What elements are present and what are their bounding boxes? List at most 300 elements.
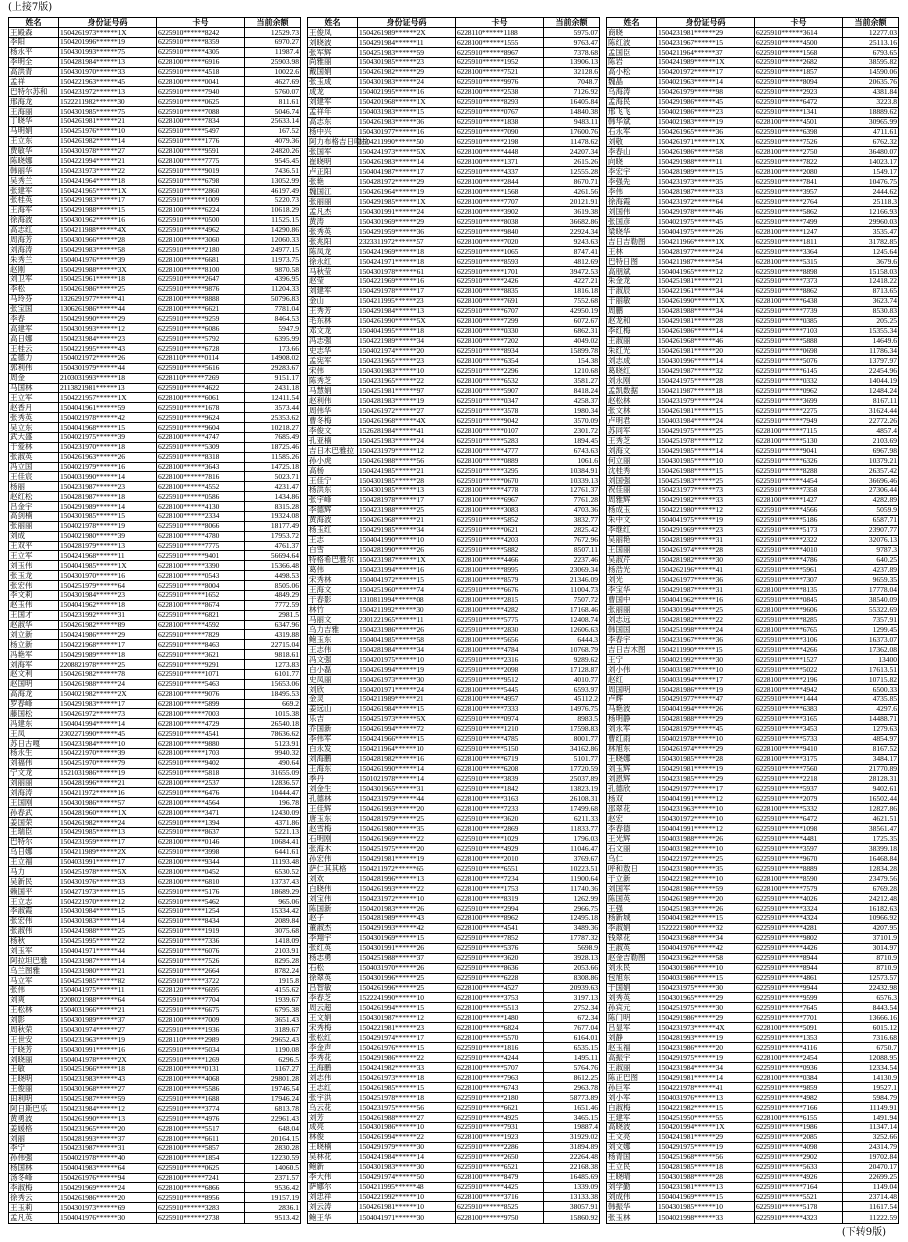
card-number-cell: 6225910******9401 [157,551,245,561]
table-row [308,834,600,844]
name-cell: 邓文龙 [308,326,358,336]
id-number-cell: 1504231965******23 [358,356,456,366]
balance-cell: 10339.13 [544,475,600,485]
table-row [308,1003,600,1013]
name-cell: 王秀芳 [308,306,358,316]
card-number-cell: 6225910******0845 [755,595,843,605]
name-cell: 乐吉 [308,714,358,724]
table-row [9,877,301,887]
id-number-cell: 1521031986******19 [59,768,157,778]
card-number-cell: 6225910******5521 [755,1192,843,1202]
name-cell: 王凤 [9,729,59,739]
table-row [308,764,600,774]
balance-cell: 648.04 [245,1124,301,1134]
table-row [308,406,600,416]
balance-cell: 26108.31 [544,794,600,804]
name-cell: 王佳宸 [9,472,59,482]
balance-cell: 1816.18 [544,286,600,296]
balance-cell: 5123.91 [245,739,301,749]
balance-cell: 5101.77 [544,754,600,764]
balance-cell: 12166.93 [843,207,899,217]
card-number-cell: 6228100******4778 [456,485,544,495]
card-number-cell: 6228100******5899 [157,699,245,709]
balance-cell: 12555.28 [544,167,600,177]
balance-cell: 8710.9 [843,953,899,963]
name-cell: 林竹 [308,605,358,615]
card-number-cell: 6228100******5586 [157,1084,245,1094]
name-cell: 毛东林 [308,316,358,326]
table-row [607,555,899,565]
name-cell: 吴淑芹 [607,555,657,565]
id-number-cell: 1504261993******20 [358,804,456,814]
balance-cell: 17168.46 [544,605,600,615]
balance-cell: 27306.44 [843,485,899,495]
balance-cell: 2966.75 [544,903,600,913]
id-number-cell: 1504211992******30 [358,605,456,615]
id-number-cell: 1504281979******45 [657,724,755,734]
name-cell: 吴新民 [9,877,59,887]
id-number-cell: 1504291984******13 [358,306,456,316]
table-row [607,495,899,505]
name-cell: 朱金龙 [607,276,657,286]
id-number-cell: 1504281988******29 [657,714,755,724]
name-cell: 马明娟 [9,126,59,136]
id-number-cell: 1504281984******13 [59,57,157,67]
balance-cell: 2053.66 [544,963,600,973]
name-cell: 王俊凤 [308,28,358,38]
name-cell: 孟凡英 [9,1213,59,1224]
table-row [9,1163,301,1173]
balance-cell: 9818.61 [245,650,301,660]
balance-cell: 3619.38 [544,207,600,217]
balance-cell: 1061.6 [544,455,600,465]
card-number-cell: 6225910******2994 [456,903,544,913]
table-row [9,1124,301,1134]
name-cell: 韩华斌 [607,117,657,127]
balance-cell: 14725.18 [245,462,301,472]
balance-cell: 965.06 [245,897,301,907]
table-row [607,645,899,655]
card-number-cell: 6225910******6521 [456,1162,544,1172]
card-number-cell: 6228100******6916 [157,57,245,67]
balance-cell: 7781.04 [245,304,301,314]
id-number-cell: 1504291979******30 [358,1142,456,1152]
name-cell: 李春 [9,314,59,324]
balance-cell: 4371.86 [245,818,301,828]
id-number-cell: 1504281986******59 [657,883,755,893]
table-row [607,67,899,77]
table-row [607,953,899,963]
balance-cell: 205.25 [843,316,899,326]
id-number-cell: 1504261989******2X [358,28,456,38]
id-number-cell: 1504261988******27 [358,1112,456,1122]
balance-cell: 19746.54 [245,1084,301,1094]
name-cell: 白雪 [308,545,358,555]
card-number-cell: 6228100******5570 [456,1033,544,1043]
table-row [9,541,301,551]
card-number-cell: 6228100******9344 [157,857,245,867]
table-row [308,655,600,665]
table-row [607,973,899,983]
id-number-cell: 1504291988******15 [59,205,157,215]
balance-cell: 8001.77 [544,734,600,744]
balance-cell: 4231.47 [245,482,301,492]
id-number-cell: 1504201971******24 [358,684,456,694]
table-row [308,993,600,1003]
balance-cell: 5046.74 [245,107,301,117]
name-cell: 吴丽艳 [607,535,657,545]
table-row [308,1142,600,1152]
name-cell: 藤国松 [9,709,59,719]
name-cell: 王瑞臣 [9,827,59,837]
table-row [308,1122,600,1132]
id-number-cell: 1504251975******20 [358,844,456,854]
id-number-cell: 1504281982******16 [358,754,456,764]
balance-cell: 14840.38 [544,107,600,117]
table-row [308,475,600,485]
card-number-cell: 6228100******7521 [456,67,544,77]
card-number-cell: 6225910******4785 [456,734,544,744]
balance-cell: 16405.84 [544,97,600,107]
balance-cell: 3189.67 [245,1025,301,1035]
id-number-cell: 1504231987******23 [59,482,157,492]
table-row [9,887,301,897]
id-number-cell: 1504261963******26 [59,452,157,462]
balance-cell: 3465.15 [544,1112,600,1122]
name-cell: 赵淑华 [9,620,59,630]
balance-cell: 6072.67 [544,316,600,326]
card-number-cell: 6225910******9876 [157,284,245,294]
table-row [607,1063,899,1073]
name-cell: 刘光 [607,575,657,585]
balance-cell: 9870.58 [245,265,301,275]
id-number-cell: 1504281979******13 [59,541,157,551]
card-number-cell: 6225910******4926 [755,1172,843,1182]
balance-cell: 29801.28 [245,1074,301,1084]
card-number-cell: 6225910******7701 [755,1013,843,1023]
balance-cell: 154.38 [544,356,600,366]
balance-cell: 14130.9 [843,1073,899,1083]
card-number-cell: 6228100******2196 [755,674,843,684]
table-row [308,694,600,704]
name-cell: 马艳波 [607,704,657,714]
name-cell: 王文亮 [607,1132,657,1142]
id-number-cell: 1504251978******5X [59,867,157,877]
table-row [308,1063,600,1073]
id-number-cell: 1504301988******28 [657,1172,755,1182]
table-row [607,625,899,635]
name-cell: 刘海鹏 [308,754,358,764]
name-cell: 刘晓丽 [9,1055,59,1065]
roster-table-3 [606,17,899,1224]
balance-cell: 12277.03 [843,28,899,38]
name-cell: 刘立新 [9,630,59,640]
name-cell: 孔德欣 [607,784,657,794]
card-number-cell: 6228100******6866 [157,1183,245,1193]
id-number-cell: 1504201972******17 [657,67,755,77]
id-number-cell: 2208821978******25 [59,660,157,670]
id-number-cell: 1504041965******12 [657,266,755,276]
table-row [308,754,600,764]
card-number-cell: 6225910******4481 [755,834,843,844]
balance-cell: 38540.09 [843,595,899,605]
table-row [607,943,899,953]
id-number-cell: 1504291986******45 [657,97,755,107]
card-number-cell: 6228100******7234 [456,874,544,884]
balance-cell: 8167.52 [843,744,899,754]
id-number-header: 身份证号码 [59,18,157,28]
table-row [308,973,600,983]
card-number-cell: 6228100******6681 [157,255,245,265]
card-number-cell: 6225910******0625 [157,97,245,107]
name-cell: 金山 [308,296,358,306]
name-cell: 鲍王华 [308,1212,358,1224]
table-row [308,485,600,495]
card-number-cell: 6225910******7931 [456,1122,544,1132]
id-number-cell: 1504021972******26 [59,353,157,363]
balance-cell: 22454.96 [843,366,899,376]
id-number-cell: 1504262196******41 [657,565,755,575]
name-cell: 王海东 [308,764,358,774]
id-number-cell: 1504021983******19 [657,117,755,127]
name-cell: 卢辉 [607,694,657,704]
card-number-cell: 6228100******1371 [456,157,544,167]
id-number-cell: 1504261974******28 [657,545,755,555]
id-number-cell: 1504041972******15 [358,575,456,585]
id-number-cell: 1504281988******34 [657,306,755,316]
name-cell: 赵红 [607,674,657,684]
id-number-cell: 1504281993******37 [59,1134,157,1144]
name-cell: 刘永民 [607,963,657,973]
card-number-cell: 6225910******6472 [755,97,843,107]
card-number-cell: 6225910******9840 [456,227,544,237]
id-number-cell: 1504201994******1X [657,1122,755,1132]
id-number-cell: 1504031991******17 [59,857,157,867]
id-number-cell: 1504211987******54 [657,256,755,266]
balance-cell: 14590.06 [843,67,899,77]
id-number-cell: 1504251970******79 [59,758,157,768]
card-number-cell: 6225910******2085 [755,1132,843,1142]
card-number-cell: 6225910******0962 [755,386,843,396]
card-number-cell: 6228100******3643 [157,462,245,472]
name-cell: 李松 [9,284,59,294]
id-number-cell: 1504261968******4X [358,416,456,426]
card-number-cell: 6228100******0452 [157,867,245,877]
table-row [607,1182,899,1192]
card-number-cell: 6225910******8066 [157,521,245,531]
table-row [607,784,899,794]
table-row [9,126,301,136]
table-row [607,824,899,834]
balance-cell: 3535.47 [843,227,899,237]
balance-cell: 29283.67 [245,363,301,373]
card-number-cell: 6228100******4784 [456,645,544,655]
table-row [308,306,600,316]
name-cell: 张淑英 [9,452,59,462]
balance-cell: 25633.14 [245,116,301,126]
id-number-cell: 1504281989******15 [657,167,755,177]
table-row [308,1162,600,1172]
name-cell: 张宇峰 [308,495,358,505]
id-number-cell: 1504231981******29 [657,28,755,38]
name-cell: 李文莉 [9,590,59,600]
name-cell: 鲍玉东 [308,635,358,645]
table-row [607,296,899,306]
table-row [607,326,899,336]
name-cell: 李淑霞 [9,906,59,916]
balance-cell: 12834.28 [843,864,899,874]
table-row [607,1152,899,1162]
card-number-cell: 6225910******5309 [157,442,245,452]
id-number-cell: 1504261977******36 [657,575,755,585]
card-number-cell: 6228100******1854 [157,1153,245,1163]
id-number-cell: 1504291975******19 [657,1142,755,1152]
id-number-cell: 1504231987******1X [358,555,456,565]
balance-cell: 13052.99 [245,176,301,186]
table-row [607,167,899,177]
balance-cell: 1915.8 [245,976,301,986]
name-cell: 高建军 [9,324,59,334]
id-number-cell: 1504041985******58 [358,635,456,645]
name-cell: 刘丽丽 [9,778,59,788]
balance-cell: 22924.34 [544,227,600,237]
table-row [308,1112,600,1122]
balance-cell: 6967.98 [843,446,899,456]
id-number-cell: 1504041987******17 [358,167,456,177]
table-row [607,475,899,485]
name-cell: 宋伟 [308,366,358,376]
card-number-cell: 6225910******1816 [456,1043,544,1053]
name-cell: 葛伟 [308,565,358,575]
name-cell: 张伟 [9,985,59,995]
card-number-cell: 6228110******2989 [157,1035,245,1045]
card-number-cell: 6225910******0974 [456,714,544,724]
continued-from-note: (上接7版) [8,2,53,13]
id-number-cell: 1504231984******34 [657,1063,755,1073]
id-number-cell: 1504041971******30 [358,1212,456,1224]
roster-columns [8,17,900,1224]
id-number-cell: 1504211995******48 [358,1182,456,1192]
balance-cell: 6795.38 [245,1005,301,1015]
name-cell: 邢飞飞 [607,107,657,117]
table-row [607,535,899,545]
id-number-cell: 1504261989******20 [657,893,755,903]
card-number-cell: 6228100******7003 [157,709,245,719]
table-row [9,946,301,956]
table-row [308,346,600,356]
id-number-cell: 1504211988******4X [59,225,157,235]
balance-cell: 30965.99 [843,117,899,127]
table-row [308,336,600,346]
table-row [308,396,600,406]
table-row [607,754,899,764]
table-row [9,926,301,936]
card-number-cell: 6225910******7499 [755,217,843,227]
card-number-cell: 6225910******5862 [755,207,843,217]
balance-cell: 17720.59 [544,764,600,774]
card-number-cell: 6228100******2538 [456,87,544,97]
balance-cell: 7761.28 [544,495,600,505]
name-cell: 刘影 [9,1015,59,1025]
id-number-cell: 1504231973******4X [657,1023,755,1033]
table-row [308,665,600,675]
card-number-cell: 6225910******6675 [157,1005,245,1015]
id-number-cell: 1504021975******45 [657,217,755,227]
table-row [9,413,301,423]
balance-cell: 4079.36 [245,136,301,146]
card-number-cell: 6225910******7336 [157,936,245,946]
name-cell: 王玉莉 [9,1203,59,1213]
table-row [607,844,899,854]
card-number-cell: 6228100******4777 [456,446,544,456]
name-cell: 林旭东 [607,744,657,754]
balance-cell: 31929.02 [544,1132,600,1142]
name-cell: 李俊文 [308,426,358,436]
name-cell: 王佳宁 [308,475,358,485]
card-number-cell: 6228100******0384 [755,1073,843,1083]
id-number-cell: 1504261986******20 [59,1193,157,1203]
balance-cell: 12495.18 [544,913,600,923]
balance-cell: 12573.57 [843,973,899,983]
id-number-cell: 1504211964******37 [657,47,755,57]
balance-cell: 4297.6 [843,704,899,714]
balance-cell: 22961.43 [245,1114,301,1124]
table-row [308,1053,600,1063]
table-row [308,47,600,57]
table-row [607,177,899,187]
card-number-cell: 6228100******8674 [157,600,245,610]
table-row [9,373,301,383]
card-number-cell: 6225910******0698 [755,346,843,356]
balance-cell: 4761.37 [245,541,301,551]
name-cell: 李春芝 [308,993,358,1003]
name-cell: 徐永红 [308,256,358,266]
card-number-cell: 6225910******0586 [157,492,245,502]
id-number-cell: 1504281996******21 [59,778,157,788]
id-number-cell: 1504261981******20 [657,346,755,356]
table-row [9,916,301,926]
id-number-cell: 1504251987******59 [59,1094,157,1104]
card-number-cell: 6228100******3902 [456,207,544,217]
id-number-cell: 1504301965******31 [358,784,456,794]
id-number-cell: 1504261973******30 [358,674,456,684]
balance-cell: 5023.71 [245,472,301,482]
card-number-cell: 6225910******7166 [755,1102,843,1112]
card-number-cell: 6225910******2079 [755,794,843,804]
balance-cell: 23479.56 [843,874,899,884]
balance-cell: 6530.52 [245,867,301,877]
name-cell: 吕智敏 [308,983,358,993]
id-number-cell: 1504261994******15 [358,1003,456,1013]
id-number-cell: 1504301985******10 [657,455,755,465]
card-number-cell: 6225910******4500 [755,37,843,47]
table-row [607,565,899,575]
table-row [607,605,899,615]
name-cell: 陈岩 [607,57,657,67]
table-row [607,57,899,67]
balance-cell: 18889.62 [843,107,899,117]
balance-cell: 17778.04 [843,585,899,595]
balance-cell: 11585.26 [245,452,301,462]
card-number-cell: 6228100******1480 [456,1013,544,1023]
card-number-cell: 6228100******7579 [755,883,843,893]
table-row [607,1003,899,1013]
balance-header: 当前余额 [544,18,600,28]
id-number-cell: 1504211990******50 [358,137,456,147]
name-cell: 唐玉东 [308,814,358,824]
table-row [308,844,600,854]
name-cell: 沈桂秀 [607,465,657,475]
